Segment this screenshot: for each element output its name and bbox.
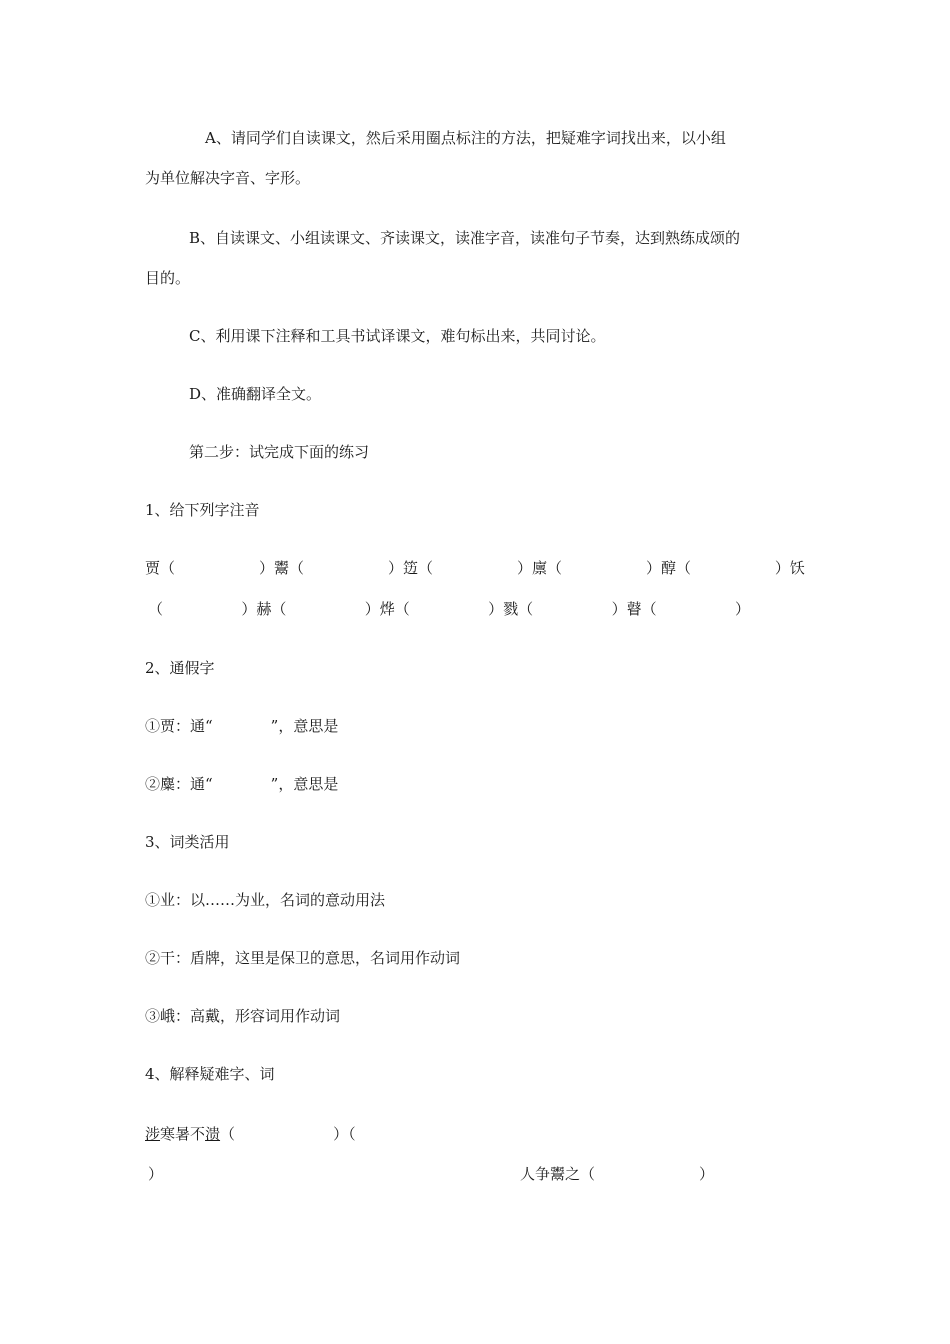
step-a-line1: A、请同学们自读课文，然后采用圈点标注的方法，把疑难字词找出来，以小组 (205, 129, 726, 147)
q3-item3: ③峨：高戴，形容词用作动词 (145, 1007, 341, 1025)
q2-item1 (145, 716, 338, 736)
q2-item1-prefix: ①贾：通“ (145, 717, 213, 735)
q1-row2-cell: ）瞽（ (611, 600, 657, 618)
q2-item2-suffix: ”，意思是 (270, 775, 339, 793)
q2-item1-suffix: ”，意思是 (270, 717, 339, 735)
q1-row2-cell: （ (148, 600, 164, 618)
q1-row1-cell: ）廪（ (516, 559, 562, 577)
q3-title: 3、词类活用 (145, 833, 230, 851)
q4-line1 (145, 1124, 356, 1144)
q1-row1-cell: 贾（ (145, 559, 176, 577)
q1-row2 (148, 599, 750, 619)
q4-paren-open: （ (220, 1125, 236, 1143)
q1-row1 (145, 558, 805, 578)
q4-term-she: 涉 (145, 1125, 161, 1143)
q1-row1-cell: ）鬻（ (258, 559, 304, 577)
q2-title: 2、通假字 (145, 659, 215, 677)
q4-line2-close: ） (148, 1165, 164, 1183)
q3-item1: ①业：以……为业，名词的意动用法 (145, 891, 386, 909)
step-two-heading: 第二步：试完成下面的练习 (189, 443, 370, 461)
q4-term-mid: 寒暑不 (160, 1125, 206, 1143)
q1-row2-cell: ）烨（ (364, 600, 410, 618)
q4-term-kui: 溃 (205, 1125, 221, 1143)
q4-line2-right (520, 1164, 714, 1184)
q1-row1-cell: ）醇（ (645, 559, 691, 577)
q1-row2-cell: ） (734, 600, 750, 618)
step-a-line2: 为单位解决字音、字形。 (145, 169, 311, 187)
step-b-line1: B、自读课文、小组读课文、齐读课文，读准字音，读准句子节奏，达到熟练成颂的 (189, 229, 741, 247)
q4-title: 4、解释疑难字、词 (145, 1065, 275, 1083)
q2-item2-prefix: ②麋：通“ (145, 775, 213, 793)
q1-row1-cell: ）笾（ (387, 559, 433, 577)
q1-row1-cell: ）饫 (774, 559, 805, 577)
q3-item2: ②干：盾牌，这里是保卫的意思，名词用作动词 (145, 949, 461, 967)
q2-item2 (145, 774, 338, 794)
step-b-line2: 目的。 (145, 269, 191, 287)
q1-title: 1、给下列字注音 (145, 501, 260, 519)
q4-term-yu: 人争鬻之（ (520, 1165, 596, 1183)
q4-paren-mid: ）（ (333, 1125, 356, 1143)
q1-row2-cell: ）戮（ (488, 600, 534, 618)
q4-line2-right-close: ） (699, 1165, 715, 1183)
q1-row2-cell: ）赫（ (241, 600, 287, 618)
step-d: D、准确翻译全文。 (189, 385, 322, 403)
step-c: C、利用课下注释和工具书试译课文，难句标出来，共同讨论。 (189, 327, 606, 345)
